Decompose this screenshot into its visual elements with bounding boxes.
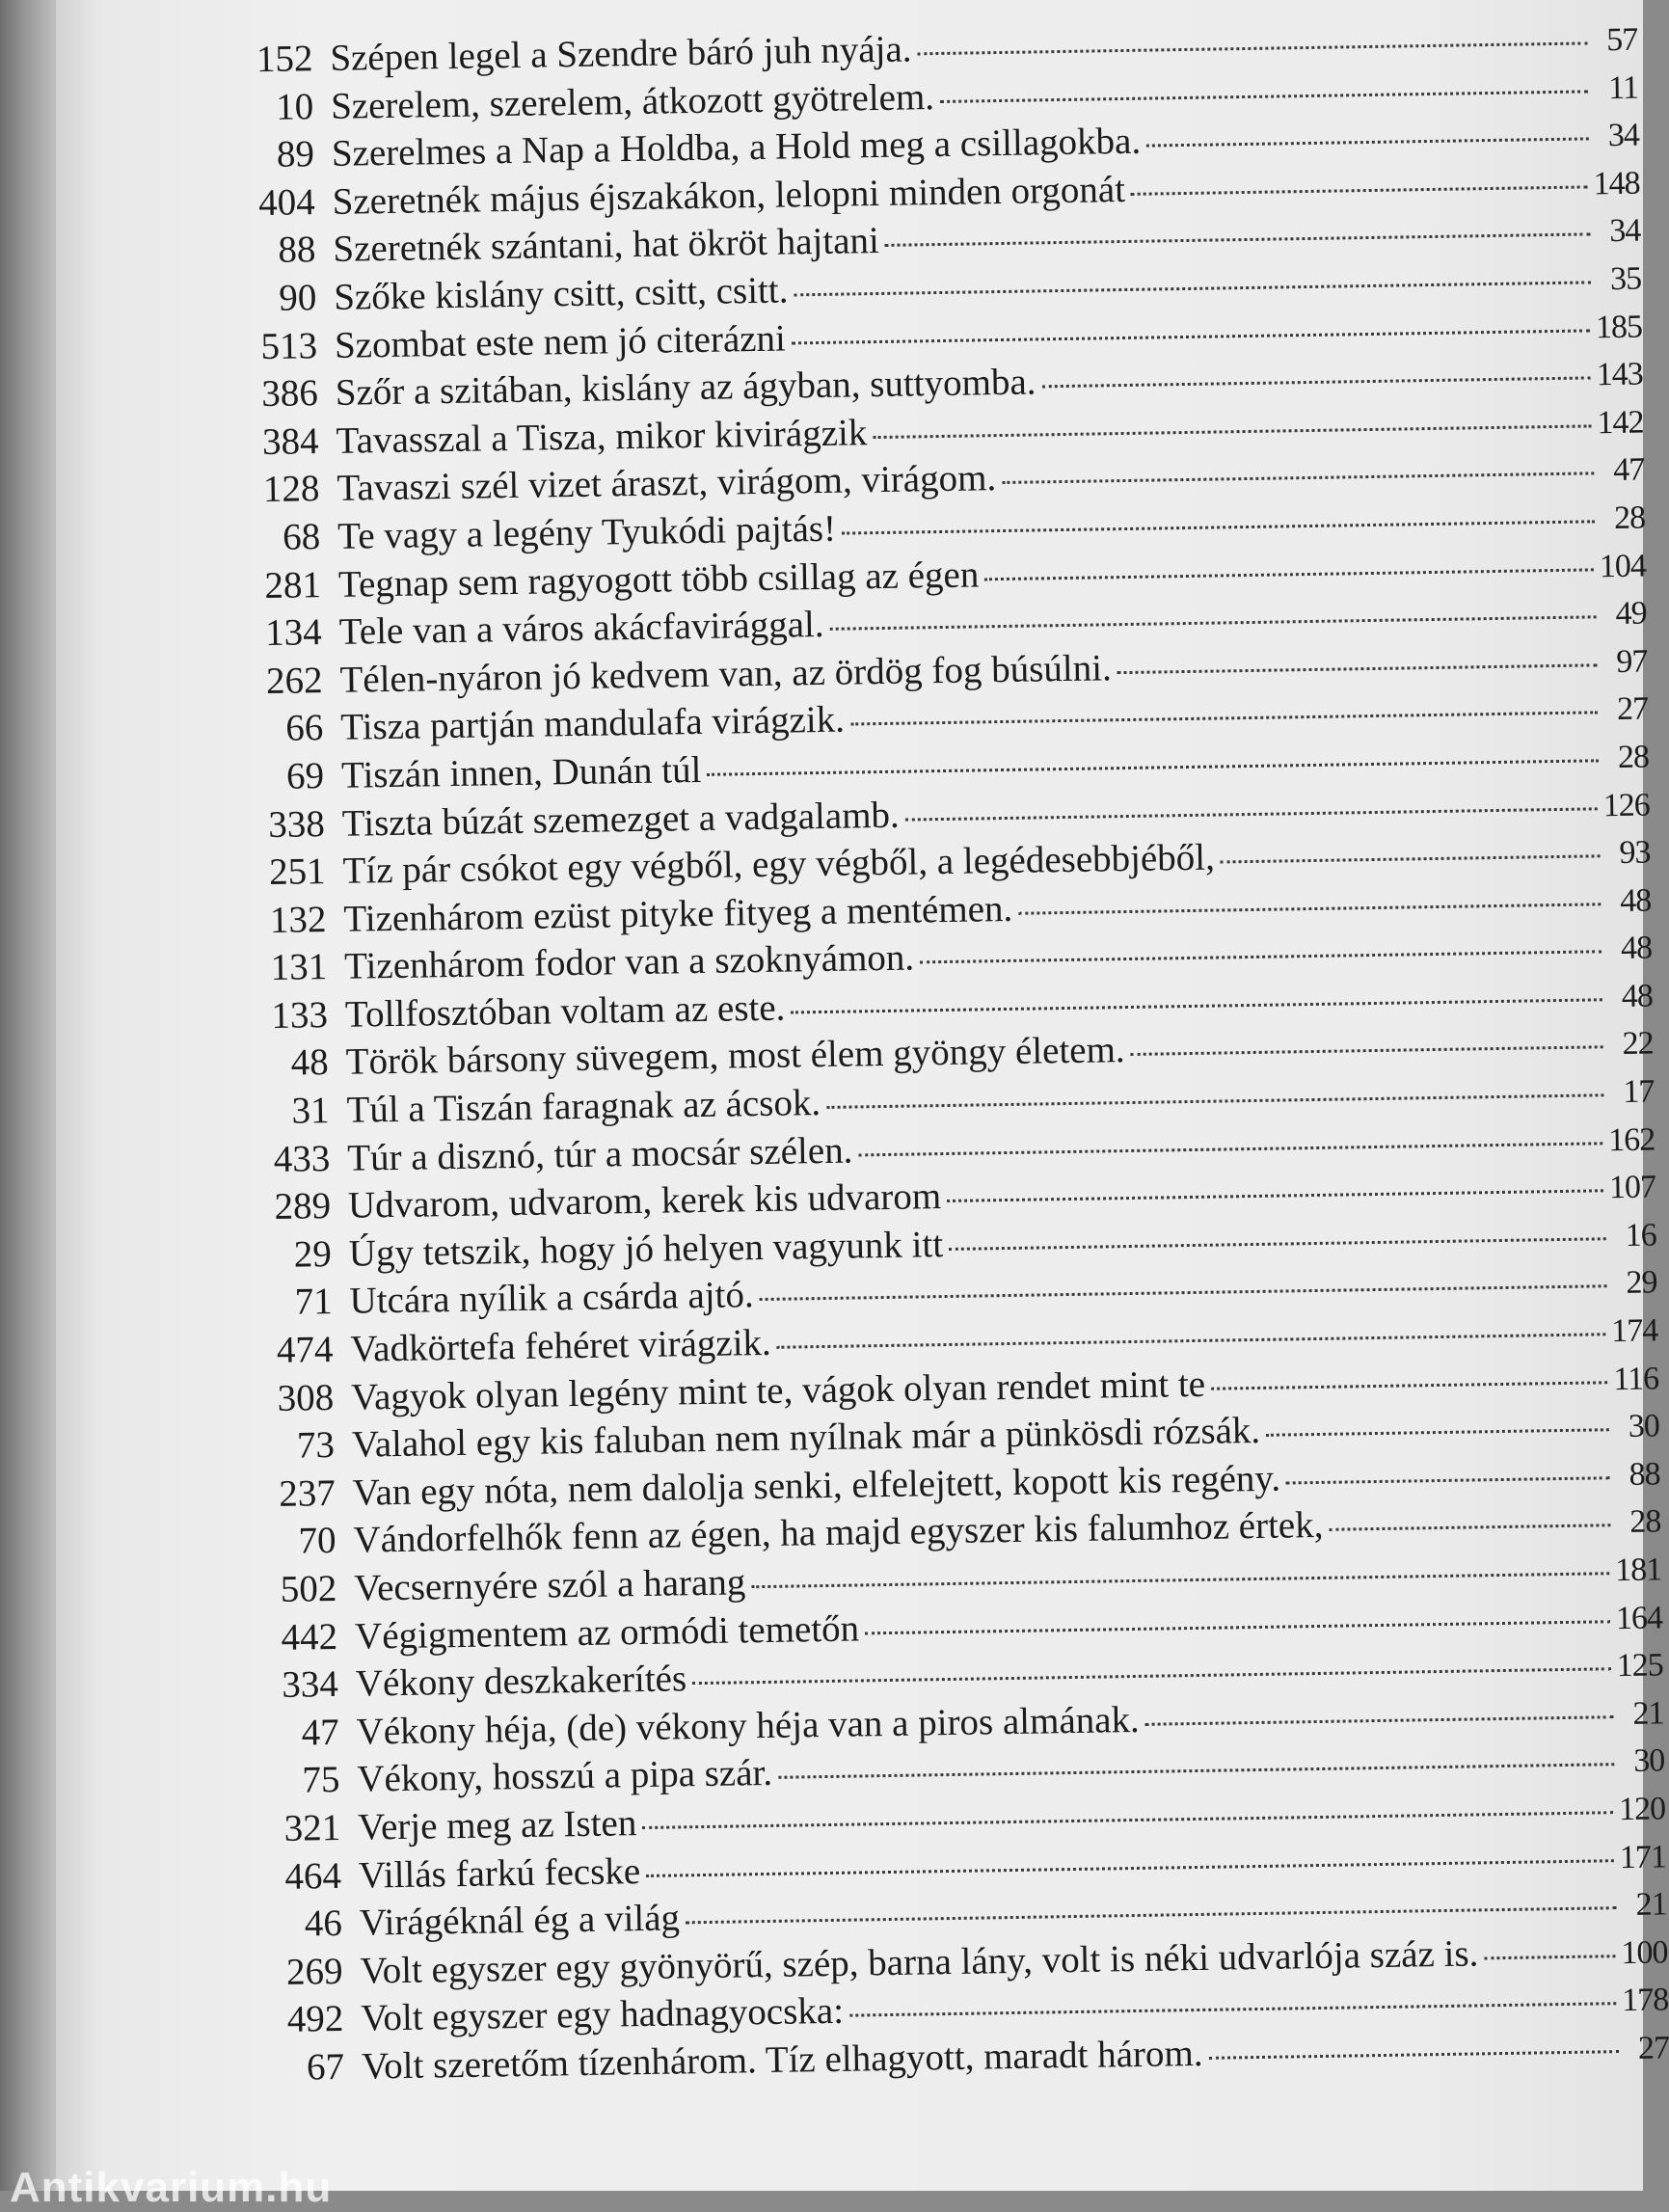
dot-leader bbox=[1145, 1715, 1614, 1726]
song-number: 133 bbox=[271, 993, 329, 1037]
song-title: Te vagy a legény Tyukódi pajtás! bbox=[336, 507, 837, 557]
song-number: 131 bbox=[270, 946, 328, 989]
song-title: Volt egyszer egy gyönyörű, szép, barna lány, volt is néki udvarlója száz is. bbox=[360, 1932, 1479, 1992]
song-number: 251 bbox=[268, 850, 326, 894]
dot-leader bbox=[646, 1859, 1614, 1877]
song-title: Tavasszal a Tisza, mikor kivirágzik bbox=[336, 411, 868, 462]
song-title: Vándorfelhők fenn az égen, ha majd egyszer kis falumhoz értek, bbox=[353, 1504, 1324, 1562]
song-number: 88 bbox=[278, 229, 316, 272]
page-number: 21 bbox=[1635, 1886, 1667, 1924]
dot-leader bbox=[885, 233, 1591, 247]
page-number: 120 bbox=[1618, 1791, 1666, 1828]
song-title: Tizenhárom fodor van a szoknyámon. bbox=[343, 936, 915, 988]
page-number: 30 bbox=[1628, 1408, 1660, 1445]
song-number: 29 bbox=[293, 1232, 333, 1276]
dot-leader bbox=[1042, 377, 1591, 389]
page-number: 181 bbox=[1614, 1551, 1662, 1589]
song-number: 134 bbox=[264, 611, 323, 655]
song-title: Tiszta búzát szemezget a vadgalamb. bbox=[341, 794, 901, 845]
dot-leader bbox=[642, 1811, 1613, 1829]
page-number: 47 bbox=[1612, 451, 1645, 489]
dot-leader bbox=[920, 951, 1602, 964]
page-number: 185 bbox=[1595, 309, 1643, 345]
dot-leader bbox=[905, 807, 1598, 821]
dot-leader bbox=[692, 1667, 1611, 1685]
song-number: 73 bbox=[296, 1424, 336, 1467]
song-title: Tisza partján mandulafa virágzik. bbox=[339, 698, 846, 749]
page-number: 88 bbox=[1629, 1456, 1660, 1493]
song-title: Volt egyszer egy hadnagyocska: bbox=[360, 1990, 845, 2039]
song-title: Vékony deszkakerítés bbox=[355, 1658, 687, 1705]
dot-leader bbox=[873, 424, 1591, 439]
song-title: Virágéknál ég a világ bbox=[359, 1897, 681, 1944]
page-number: 28 bbox=[1613, 499, 1646, 536]
song-number: 237 bbox=[278, 1471, 336, 1515]
page-number: 28 bbox=[1629, 1503, 1661, 1541]
dot-leader bbox=[849, 2003, 1616, 2017]
song-title: Szerelmes a Nap a Holdba, a Hold meg a csillagokba. bbox=[331, 120, 1142, 175]
dot-leader bbox=[1002, 472, 1594, 485]
page-number: 16 bbox=[1625, 1217, 1656, 1254]
dot-leader bbox=[1266, 1428, 1609, 1437]
page-number: 27 bbox=[1616, 690, 1649, 728]
song-title: Tegnap sem ragyogott több csillag az égen bbox=[337, 553, 980, 606]
song-number: 90 bbox=[278, 277, 317, 319]
song-number: 75 bbox=[302, 1759, 340, 1801]
song-title: Van egy nóta, nem dalolja senki, elfelejtett, kopott kis regény. bbox=[352, 1457, 1281, 1514]
page-number: 22 bbox=[1622, 1025, 1654, 1063]
song-title: Villás farkú fecske bbox=[358, 1849, 641, 1897]
song-number: 66 bbox=[284, 707, 324, 750]
dot-leader bbox=[1117, 663, 1598, 674]
page-number: 171 bbox=[1619, 1838, 1667, 1875]
page-number: 125 bbox=[1616, 1647, 1664, 1685]
page-number: 104 bbox=[1599, 548, 1647, 584]
song-title: Vadkörtefa fehéret virágzik. bbox=[350, 1321, 772, 1370]
page-number: 49 bbox=[1615, 595, 1647, 633]
page-number: 17 bbox=[1623, 1073, 1655, 1111]
song-title: Szőr a szitában, kislány az ágyban, suttyomba. bbox=[335, 361, 1036, 415]
dot-leader bbox=[777, 1333, 1606, 1349]
song-title: Vékony héja, (de) vékony héja van a piros almának. bbox=[356, 1698, 1141, 1753]
song-title: Tollfosztóban voltam az este. bbox=[344, 986, 786, 1036]
song-title: Tizenhárom ezüst pityke fityeg a mentémen. bbox=[343, 887, 1013, 940]
dot-leader bbox=[850, 712, 1598, 726]
dot-leader bbox=[947, 1190, 1603, 1203]
song-number: 71 bbox=[294, 1281, 333, 1324]
song-number: 10 bbox=[275, 85, 314, 128]
song-number: 321 bbox=[283, 1806, 341, 1849]
page-number: 48 bbox=[1620, 930, 1653, 967]
dot-leader bbox=[858, 1142, 1602, 1156]
dot-leader bbox=[1131, 185, 1588, 195]
song-title: Török bársony süvegem, most élem gyöngy életem. bbox=[345, 1029, 1125, 1084]
dot-leader bbox=[1018, 903, 1601, 914]
watermark: Antikvarium.hu bbox=[10, 2164, 333, 2211]
dot-leader bbox=[707, 759, 1599, 776]
song-number: 334 bbox=[282, 1663, 339, 1707]
page-number: 100 bbox=[1621, 1934, 1668, 1971]
dot-leader bbox=[826, 1093, 1603, 1109]
song-number: 442 bbox=[281, 1615, 338, 1659]
song-number: 48 bbox=[290, 1041, 330, 1085]
song-number: 67 bbox=[306, 2045, 345, 2089]
dot-leader bbox=[842, 520, 1595, 534]
song-number: 502 bbox=[280, 1567, 337, 1610]
song-title: Télen-nyáron jó kedvem van, az ördög fog búsúlni. bbox=[339, 646, 1113, 701]
page-number: 34 bbox=[1609, 212, 1641, 250]
song-title: Vékony, hosszú a pipa szár. bbox=[357, 1752, 773, 1801]
song-number: 69 bbox=[285, 754, 325, 797]
song-title: Szombat este nem jó citerázni bbox=[334, 317, 787, 366]
page-number: 148 bbox=[1593, 165, 1640, 202]
song-number: 46 bbox=[304, 1902, 343, 1945]
dot-leader bbox=[1286, 1476, 1610, 1484]
song-number: 132 bbox=[269, 898, 327, 941]
song-title: Udvarom, udvarom, kerek kis udvarom bbox=[347, 1175, 942, 1227]
song-number: 47 bbox=[301, 1711, 339, 1754]
song-number: 281 bbox=[264, 563, 322, 607]
song-title: Tíz pár csókot egy végből, egy végből, a legédesebbjéből, bbox=[342, 836, 1216, 892]
page-number: 35 bbox=[1609, 260, 1642, 298]
page-number: 34 bbox=[1607, 117, 1640, 154]
dot-leader bbox=[984, 568, 1594, 580]
dot-leader bbox=[760, 1285, 1607, 1302]
dot-leader bbox=[1146, 138, 1589, 148]
song-title: Úgy tetszik, hogy jó helyen vagyunk itt bbox=[348, 1223, 944, 1275]
song-index-list bbox=[201, 14, 1669, 2093]
dot-leader bbox=[794, 281, 1591, 296]
dot-leader bbox=[1329, 1524, 1610, 1532]
song-title: Szeretnék május éjszakákon, lelopni minden orgonát bbox=[332, 168, 1126, 223]
page-number: 164 bbox=[1615, 1599, 1663, 1636]
song-number: 70 bbox=[298, 1520, 336, 1563]
song-title: Szőke kislány csitt, csitt, csitt. bbox=[333, 269, 789, 318]
dot-leader bbox=[686, 1906, 1617, 1924]
song-title: Tiszán innen, Dunán túl bbox=[340, 748, 702, 796]
song-number: 68 bbox=[282, 516, 321, 558]
dot-leader bbox=[778, 1764, 1614, 1780]
page-number: 48 bbox=[1621, 978, 1654, 1014]
dot-leader bbox=[1131, 1046, 1603, 1057]
song-number: 384 bbox=[261, 419, 319, 463]
dot-leader bbox=[940, 90, 1588, 103]
page-number: 27 bbox=[1637, 2030, 1669, 2066]
dot-leader bbox=[830, 615, 1597, 630]
song-number: 433 bbox=[273, 1137, 331, 1180]
song-title: Túr a disznó, túr a mocsár szélen. bbox=[346, 1129, 853, 1179]
song-title: Utcára nyílik a csárda ajtó. bbox=[349, 1274, 754, 1323]
song-number: 513 bbox=[260, 324, 318, 367]
song-title: Vagyok olyan legény mint te, vágok olyan rendet mint te bbox=[350, 1362, 1206, 1418]
song-number: 262 bbox=[265, 659, 323, 702]
page-number: 11 bbox=[1607, 69, 1639, 106]
song-number: 269 bbox=[285, 1950, 343, 1993]
dot-leader bbox=[949, 1237, 1606, 1251]
page-number: 57 bbox=[1605, 21, 1638, 59]
song-title: Végigmentem az ormódi temetőn bbox=[354, 1607, 860, 1658]
dot-leader bbox=[918, 41, 1588, 55]
book-page bbox=[56, 0, 1669, 2191]
dot-leader bbox=[1209, 2050, 1619, 2060]
song-number: 89 bbox=[276, 133, 315, 175]
song-number: 289 bbox=[274, 1185, 332, 1228]
page-number: 178 bbox=[1621, 1982, 1669, 2019]
page-number: 126 bbox=[1602, 786, 1650, 823]
page-number: 174 bbox=[1610, 1312, 1658, 1350]
song-number: 31 bbox=[291, 1090, 330, 1132]
page-number: 29 bbox=[1626, 1264, 1657, 1302]
song-number: 474 bbox=[276, 1329, 334, 1371]
song-number: 152 bbox=[256, 38, 313, 81]
dot-leader bbox=[1484, 1955, 1615, 1959]
song-title: Valahol egy kis faluban nem nyílnak már a pünkösdi rózsák. bbox=[351, 1410, 1261, 1466]
song-number: 492 bbox=[286, 1998, 344, 2041]
song-number: 386 bbox=[260, 372, 319, 416]
page-number: 21 bbox=[1632, 1695, 1664, 1732]
dot-leader bbox=[865, 1620, 1610, 1634]
page-number: 142 bbox=[1597, 404, 1644, 442]
song-number: 464 bbox=[284, 1854, 342, 1898]
song-title: Szeretnék szántani, hat ökröt hajtani bbox=[333, 220, 880, 271]
song-number: 128 bbox=[262, 468, 320, 511]
song-number: 338 bbox=[268, 802, 326, 846]
song-title: Tavaszi szél vizet áraszt, virágom, virágom. bbox=[336, 457, 997, 510]
dot-leader bbox=[792, 329, 1590, 344]
song-number: 404 bbox=[257, 180, 316, 224]
dot-leader bbox=[791, 998, 1602, 1013]
page-number: 107 bbox=[1608, 1169, 1656, 1206]
page-number: 93 bbox=[1619, 834, 1651, 872]
page-number: 48 bbox=[1619, 882, 1652, 919]
dot-leader bbox=[1221, 854, 1601, 863]
page-number: 143 bbox=[1596, 356, 1643, 393]
page-number: 116 bbox=[1613, 1361, 1659, 1397]
page-number: 28 bbox=[1617, 739, 1650, 775]
page-number: 30 bbox=[1632, 1742, 1665, 1780]
song-title: Túl a Tiszán faragnak az ácsok. bbox=[346, 1082, 821, 1131]
page-number: 97 bbox=[1616, 643, 1648, 680]
song-title: Szépen legel a Szendre báró juh nyája. bbox=[330, 28, 912, 79]
song-title: Vecsernyére szól a harang bbox=[353, 1561, 746, 1609]
dot-leader bbox=[1211, 1381, 1607, 1389]
song-number: 308 bbox=[277, 1376, 335, 1419]
song-title: Volt szeretőm tízenhárom. Tíz elhagyott, maradt három. bbox=[361, 2032, 1203, 2088]
song-title: Verje meg az Isten bbox=[357, 1802, 637, 1848]
dot-leader bbox=[751, 1572, 1609, 1588]
song-title: Tele van a város akácfavirággal. bbox=[338, 604, 824, 653]
song-title: Szerelem, szerelem, átkozott gyötrelem. bbox=[330, 75, 935, 127]
page-number: 162 bbox=[1607, 1121, 1656, 1158]
